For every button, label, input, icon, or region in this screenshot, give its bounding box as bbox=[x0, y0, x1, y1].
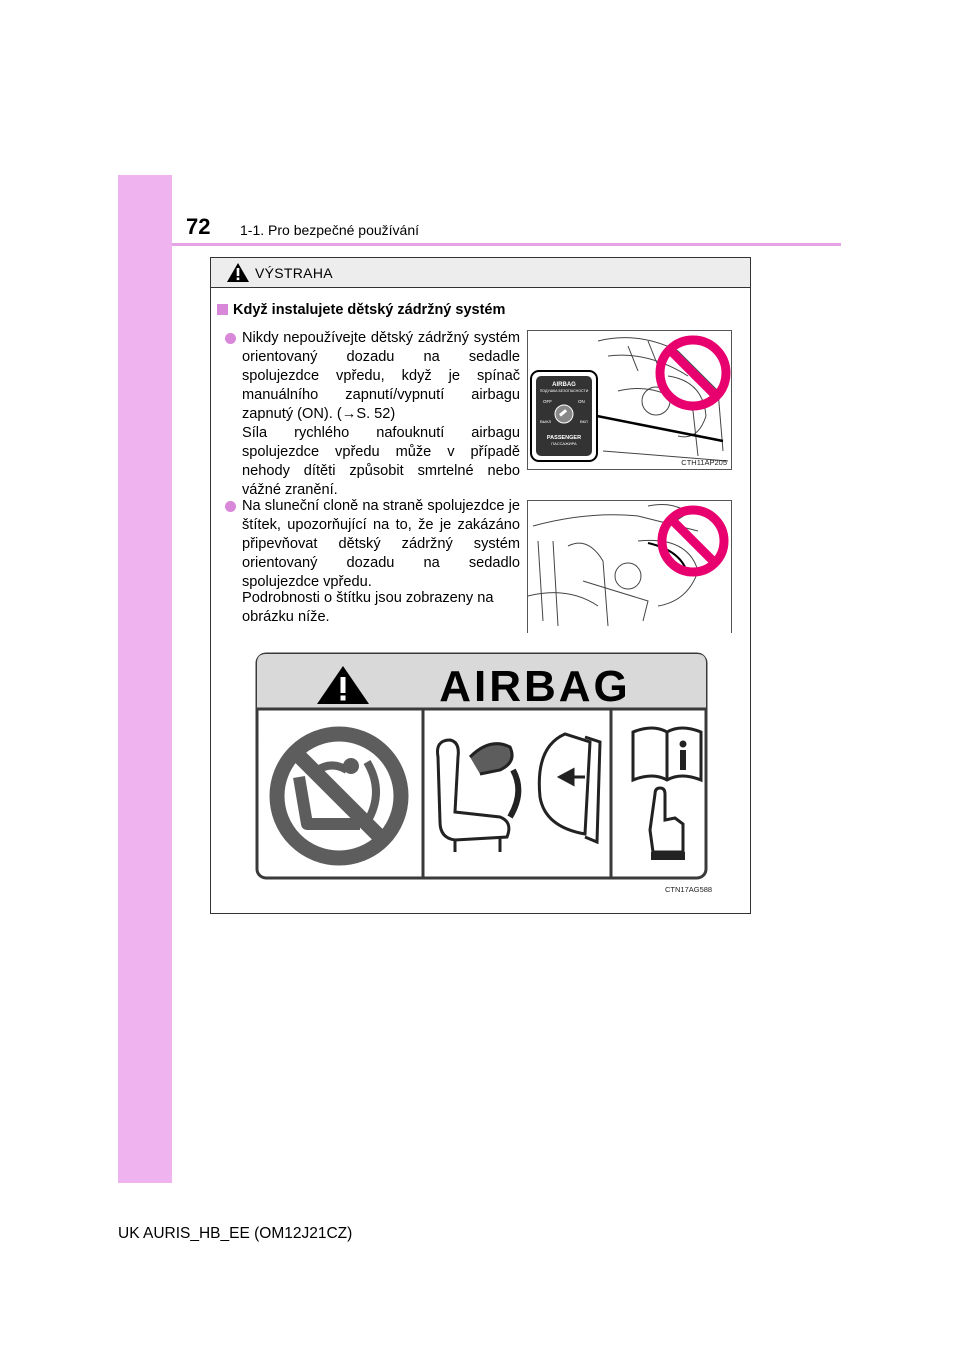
list-item bbox=[242, 497, 520, 592]
figure-code: CTN17AG588 bbox=[665, 885, 713, 894]
warning-triangle-icon bbox=[226, 262, 250, 283]
svg-text:ВКЛ: ВКЛ bbox=[580, 419, 588, 424]
round-bullet-icon bbox=[225, 333, 236, 344]
figure-code: CTH11AP205 bbox=[681, 458, 727, 467]
footer-model: UK AURIS_HB_EE (OM12J21CZ) bbox=[118, 1225, 353, 1242]
section-title: 1-1. Pro bezpečné používání bbox=[240, 222, 420, 238]
switch-illustration bbox=[527, 330, 732, 470]
round-bullet-icon bbox=[225, 501, 236, 512]
svg-text:PASSENGER: PASSENGER bbox=[546, 435, 582, 441]
page-number: 72 bbox=[186, 214, 211, 239]
bullet-text: Na sluneční cloně na straně spolujezdce je štítek, upozorňující na to, že je zakázáno připevňovat dětský zádržný systém orientovaný dozadu na sedadlo spolujezdce vpředu. bbox=[242, 498, 520, 590]
warning-box bbox=[210, 257, 751, 914]
label-title: AIRBAG bbox=[439, 662, 631, 711]
header-rule bbox=[172, 243, 841, 246]
bullet-text: Nikdy nepoužívejte dětský zádržný systém orientovaný dozadu na sedadle spolujezdce vpředu, když je spínač manuálního zapnutí/vypnutí airbagu zapnutý (ON). (→S. 52) bbox=[242, 330, 520, 422]
svg-text:ВЫКЛ: ВЫКЛ bbox=[540, 419, 552, 424]
side-tab-band bbox=[118, 175, 172, 1183]
warning-header bbox=[211, 258, 750, 288]
svg-text:AIRBAG: AIRBAG bbox=[552, 382, 576, 388]
svg-text:ON: ON bbox=[578, 399, 585, 404]
seat-illustration bbox=[527, 500, 732, 633]
svg-text:ПАССАЖИРА: ПАССАЖИРА bbox=[551, 441, 577, 446]
child-seat-airbag-drawing bbox=[528, 501, 731, 633]
bullet-note: Podrobnosti o štítku jsou zobrazeny na obrázku níže. bbox=[242, 590, 494, 625]
warning-subheading: Když instalujete dětský zádržný systém bbox=[217, 302, 505, 318]
svg-text:OFF: OFF bbox=[543, 399, 552, 404]
airbag-switch-drawing bbox=[528, 331, 731, 469]
svg-text:ПОДУШКА БЕЗОПАСНОСТИ: ПОДУШКА БЕЗОПАСНОСТИ bbox=[539, 389, 589, 393]
square-bullet-icon bbox=[217, 304, 228, 315]
warning-title: VÝSTRAHA bbox=[255, 265, 333, 281]
list-item bbox=[242, 329, 520, 500]
airbag-warning-label bbox=[255, 652, 713, 894]
bullet-note: Síla rychlého nafouknutí airbagu spolujezdce vpředu může v případě nehody dítěti způsobit smrtelné nebo vážné zranění. bbox=[242, 425, 520, 498]
